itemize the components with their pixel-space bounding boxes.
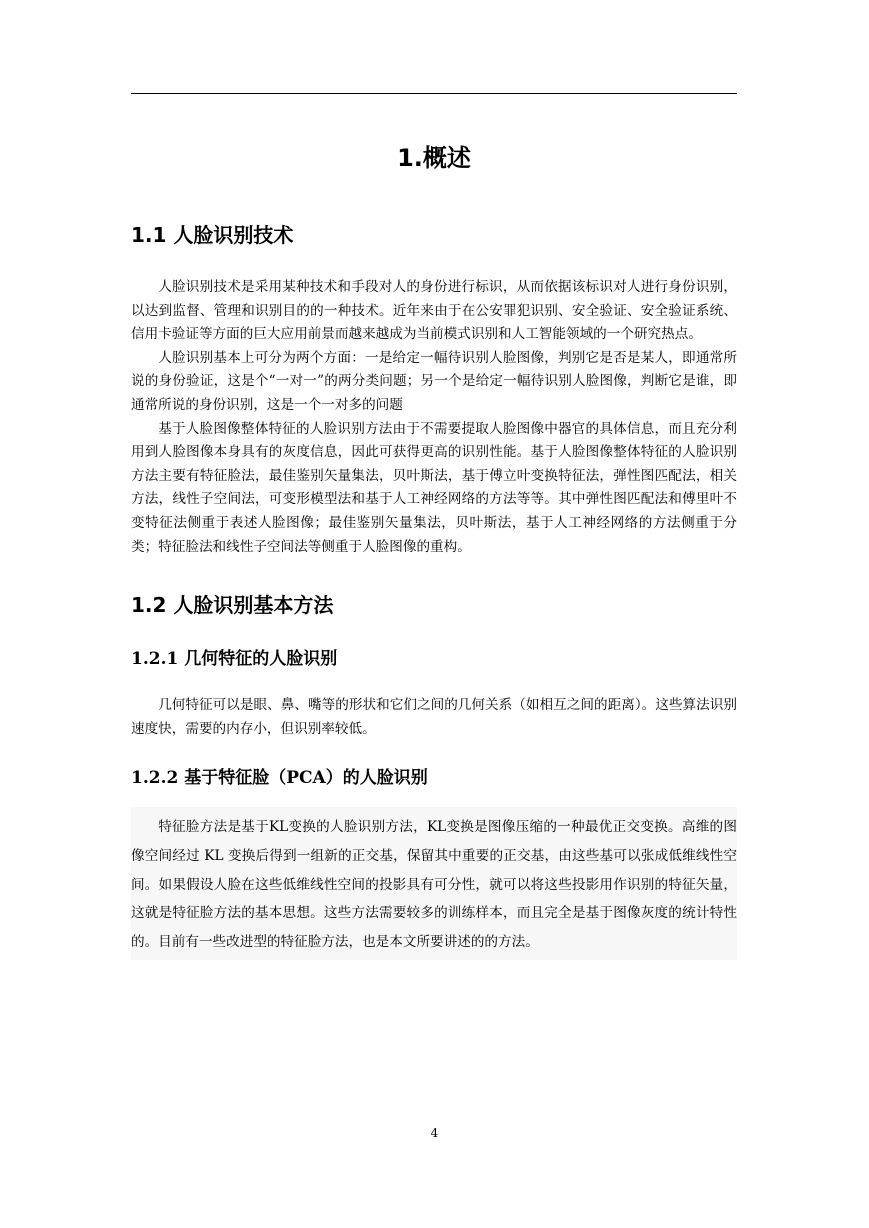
subsection-1-2-1-body: [131, 694, 737, 741]
section-1-1-body: [131, 276, 737, 559]
header-rule: [131, 93, 737, 94]
section-title-1-2: 1.2 人脸识别基本方法: [131, 593, 334, 618]
paragraph: 人脸识别基本上可分为两个方面：一是给定一幅待识别人脸图像，判别它是否是某人，即通常所说的身份验证，这是个“一对一”的两分类问题；另一个是给定一幅待识别人脸图像，判断它是谁，即通常所说的身份识别，这是一个一对多的问题: [131, 349, 737, 413]
chapter-title: 1.概述: [397, 144, 471, 172]
paragraph: 特征脸方法是基于KL变换的人脸识别方法，KL变换是图像压缩的一种最优正交变换。高维的图像空间经过 KL 变换后得到一组新的正交基，保留其中重要的正交基，由这些基可以张成低维线性空间。如果假设人脸在这些低维线性空间的投影具有可分性，就可以将这些投影用作识别的特征矢量，这就是特征脸方法的基本思想。这些方法需要较多的训练样本，而且完全是基于图像灰度的统计特性的。目前有一些改进型的特征脸方法，也是本文所要讲述的的方法。: [131, 819, 737, 950]
subsection-1-2-2-body: [131, 807, 737, 960]
paragraph: 基于人脸图像整体特征的人脸识别方法由于不需要提取人脸图像中器官的具体信息，而且充分利用到人脸图像本身具有的灰度信息，因此可获得更高的识别性能。基于人脸图像整体特征的人脸识别方法主要有特征脸法，最佳鉴别矢量集法，贝叶斯法，基于傅立叶变换特征法，弹性图匹配法，相关方法，线性子空间法，可变形模型法和基于人工神经网络的方法等等。其中弹性图匹配法和傅里叶不变特征法侧重于表述人脸图像；最佳鉴别矢量集法，贝叶斯法，基于人工神经网络的方法侧重于分类；特征脸法和线性子空间法等侧重于人脸图像的重构。: [131, 420, 737, 555]
page-content: [131, 140, 737, 960]
page-number: 4: [430, 1126, 439, 1140]
paragraph: 几何特征可以是眼、鼻、嘴等的形状和它们之间的几何关系（如相互之间的距离）。这些算法识别速度快，需要的内存小，但识别率较低。: [131, 697, 737, 737]
subsection-title-1-2-1: 1.2.1 几何特征的人脸识别: [131, 649, 338, 670]
section-title-1-1: 1.1 人脸识别技术: [131, 223, 294, 247]
paragraph: 人脸识别技术是采用某种技术和手段对人的身份进行标识，从而依据该标识对人进行身份识别，以达到监督、管理和识别目的的一种技术。近年来由于在公安罪犯识别、安全验证、安全验证系统、信用卡验证等方面的巨大应用前景而越来越成为当前模式识别和人工智能领域的一个研究热点。: [131, 279, 737, 343]
subsection-title-1-2-2: 1.2.2 基于特征脸（PCA）的人脸识别: [131, 768, 428, 789]
